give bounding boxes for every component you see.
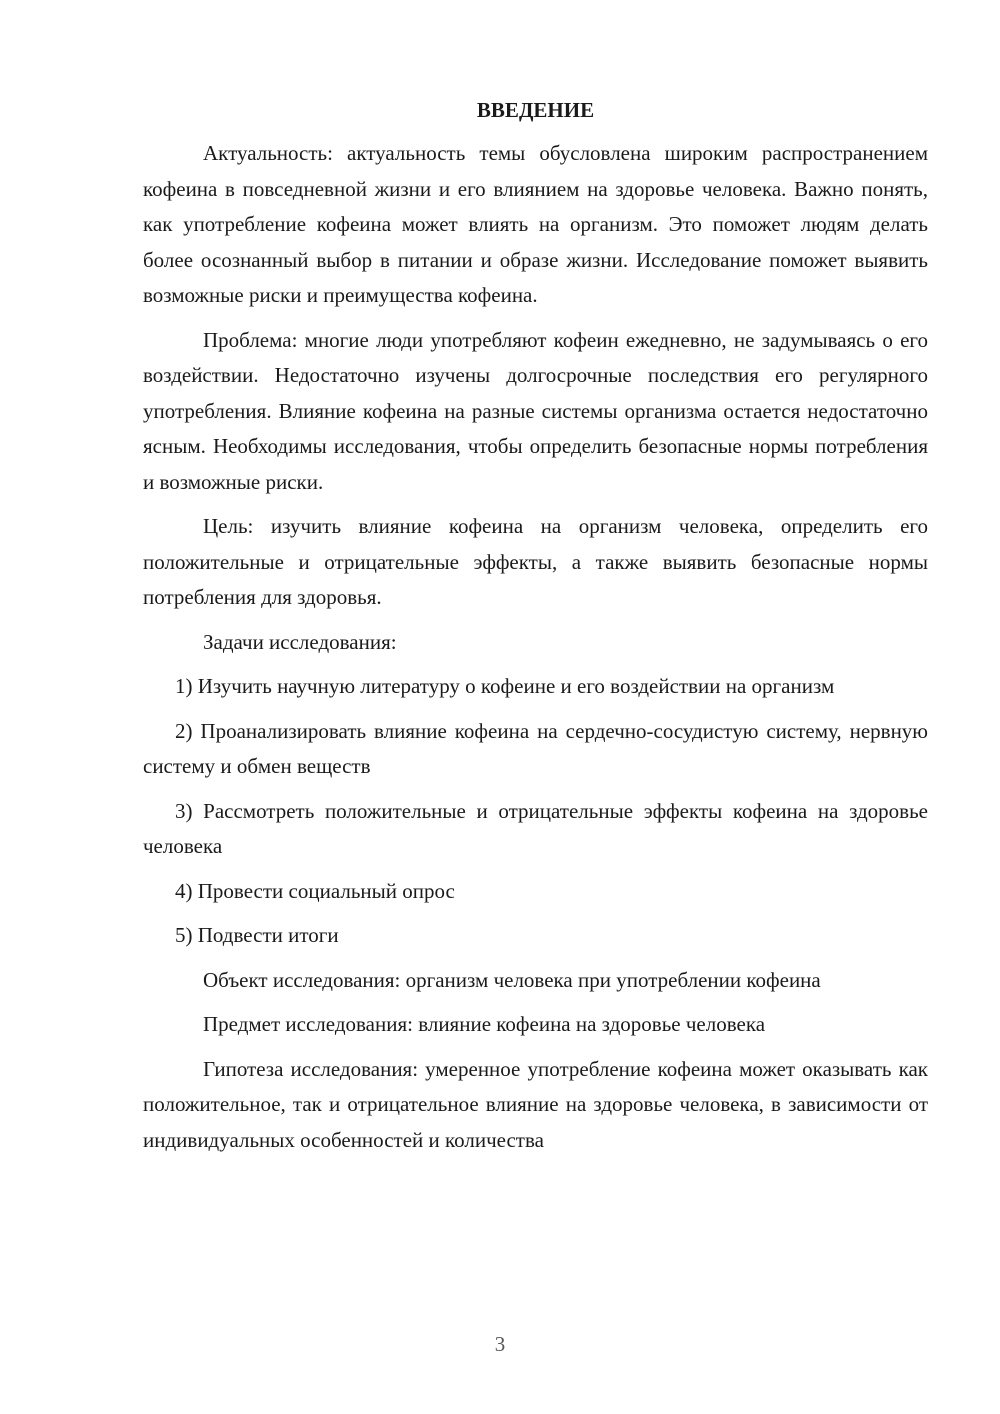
- task-item-4: 4) Провести социальный опрос: [175, 878, 455, 903]
- section-title: ВВЕДЕНИЕ: [476, 98, 595, 122]
- task-item-2: 2) Проанализировать влияние кофеина на сердечно-сосудистую систему, нервную систему и обмен веществ: [143, 718, 928, 778]
- paragraph-tasks-heading: Задачи исследования:: [203, 629, 397, 654]
- page-number: 3: [494, 1332, 506, 1356]
- paragraph-problem: Проблема: многие люди употребляют кофеин ежедневно, не задумываясь о его воздействии. Недостаточно изучены долгосрочные последствия его регулярного употребления. Влияние кофеина на разные системы организма остается недостаточно ясным. Необходимы исследования, чтобы определить безопасные нормы потребления и возможные риски.: [143, 327, 928, 494]
- paragraph-object: Объект исследования: организм человека при употреблении кофеина: [203, 967, 821, 992]
- task-item-3: 3) Рассмотреть положительные и отрицательные эффекты кофеина на здоровье человека: [143, 798, 928, 858]
- paragraph-relevance: Актуальность: актуальность темы обусловлена широким распространением кофеина в повседневной жизни и его влиянием на здоровье человека. Важно понять, как употребление кофеина может влиять на организм. Это поможет людям делать более осознанный выбор в питании и образе жизни. Исследование поможет выявить возможные риски и преимущества кофеина.: [143, 141, 928, 307]
- task-item-5: 5) Подвести итоги: [175, 923, 339, 947]
- task-item-1: 1) Изучить научную литературу о кофеине и его воздействии на организм: [175, 674, 835, 698]
- paragraph-goal: Цель: изучить влияние кофеина на организм человека, определить его положительные и отрицательные эффекты, а также выявить безопасные нормы потребления для здоровья.: [143, 514, 928, 609]
- paragraph-hypothesis: Гипотеза исследования: умеренное употребление кофеина может оказывать как положительное, так и отрицательное влияние на здоровье человека, в зависимости от индивидуальных особенностей и количества: [143, 1056, 928, 1152]
- document-page: [143, 90, 928, 1167]
- paragraph-subject: Предмет исследования: влияние кофеина на здоровье человека: [203, 1012, 766, 1036]
